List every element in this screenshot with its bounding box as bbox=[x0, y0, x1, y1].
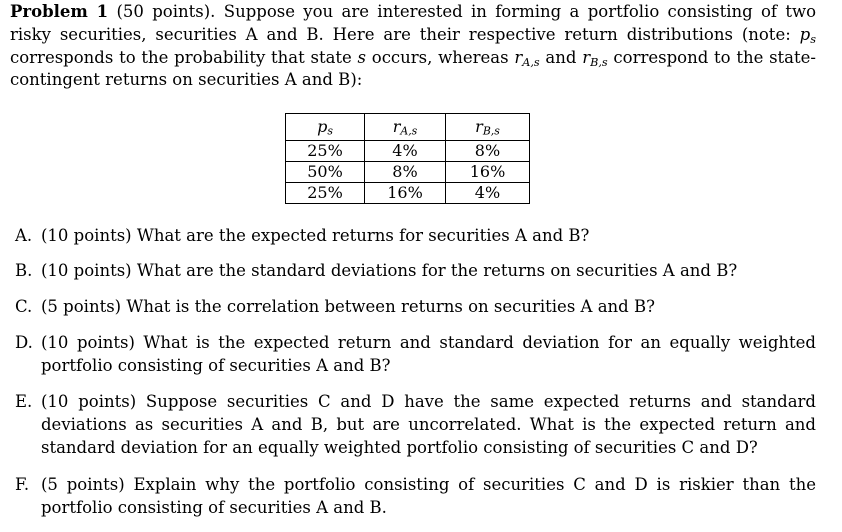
question-f bbox=[15, 474, 816, 520]
problem-heading: Problem 1 bbox=[10, 2, 109, 21]
question-text: (10 points) What are the standard deviations for the returns on securities A and B? bbox=[41, 261, 738, 280]
table-cell: 16% bbox=[365, 183, 446, 204]
symbol-s: s bbox=[357, 47, 367, 67]
problem-points: (50 points). bbox=[116, 2, 216, 21]
symbol-p-sub: s bbox=[810, 32, 816, 46]
header-ras: $r_{A,s}$ bbox=[365, 114, 446, 141]
table-cell: 4% bbox=[365, 141, 446, 162]
intro-text-1: Suppose you are interested in forming a portfolio consisting of two risky securities, securities A and B. Here are their respective return distributions (note: bbox=[10, 2, 817, 44]
symbol-rb-sub: B,s bbox=[590, 55, 608, 69]
problem-intro bbox=[10, 1, 816, 92]
header-ps: $p_s$ bbox=[286, 114, 365, 141]
question-b bbox=[15, 260, 816, 283]
table-cell: 8% bbox=[446, 141, 530, 162]
symbol-ra: r bbox=[514, 47, 523, 67]
table-header-row bbox=[286, 114, 530, 141]
intro-text-3: occurs, whereas bbox=[366, 47, 515, 67]
intro-text-5: correspond to the state-contingent returns on securities A and B): bbox=[10, 47, 816, 90]
table-cell: 50% bbox=[286, 162, 365, 183]
question-label: A. bbox=[15, 226, 33, 245]
symbol-rb: r bbox=[582, 47, 591, 67]
question-a bbox=[15, 225, 816, 248]
question-label: D. bbox=[15, 333, 33, 352]
question-label: B. bbox=[15, 261, 33, 280]
table-row bbox=[286, 141, 530, 162]
table-cell: 8% bbox=[365, 162, 446, 183]
return-distribution-table bbox=[285, 113, 530, 204]
table-cell: 25% bbox=[286, 141, 365, 162]
table-cell: 25% bbox=[286, 183, 365, 204]
question-text: (10 points) What are the expected returns for securities A and B? bbox=[41, 226, 590, 245]
symbol-p: p bbox=[799, 24, 811, 44]
header-rbs: $r_{B,s}$ bbox=[446, 114, 530, 141]
table-cell: 16% bbox=[446, 162, 530, 183]
question-d bbox=[15, 332, 816, 378]
intro-text-2: corresponds to the probability that state bbox=[10, 47, 358, 67]
question-label: C. bbox=[15, 297, 33, 316]
question-e bbox=[15, 391, 816, 459]
question-text: (10 points) Suppose securities C and D have the same expected returns and standard deviations as securities A and B, but are uncorrelated. What is the expected return and standard deviation for an equally weighted portfolio consisting of securities C and D? bbox=[41, 392, 816, 457]
question-label: F. bbox=[15, 475, 30, 494]
question-text: (5 points) Explain why the portfolio consisting of securities C and D is riskier than the portfolio consisting of securities A and B. bbox=[41, 475, 816, 517]
question-label: E. bbox=[15, 392, 33, 411]
symbol-ra-sub: A,s bbox=[522, 55, 540, 69]
question-text: (10 points) What is the expected return and standard deviation for an equally weighted portfolio consisting of securities A and B? bbox=[41, 333, 816, 375]
table-row bbox=[286, 162, 530, 183]
table-cell: 4% bbox=[446, 183, 530, 204]
table-row bbox=[286, 183, 530, 204]
question-text: (5 points) What is the correlation between returns on securities A and B? bbox=[41, 297, 655, 316]
intro-text-4: and bbox=[539, 47, 583, 67]
question-c bbox=[15, 296, 816, 319]
